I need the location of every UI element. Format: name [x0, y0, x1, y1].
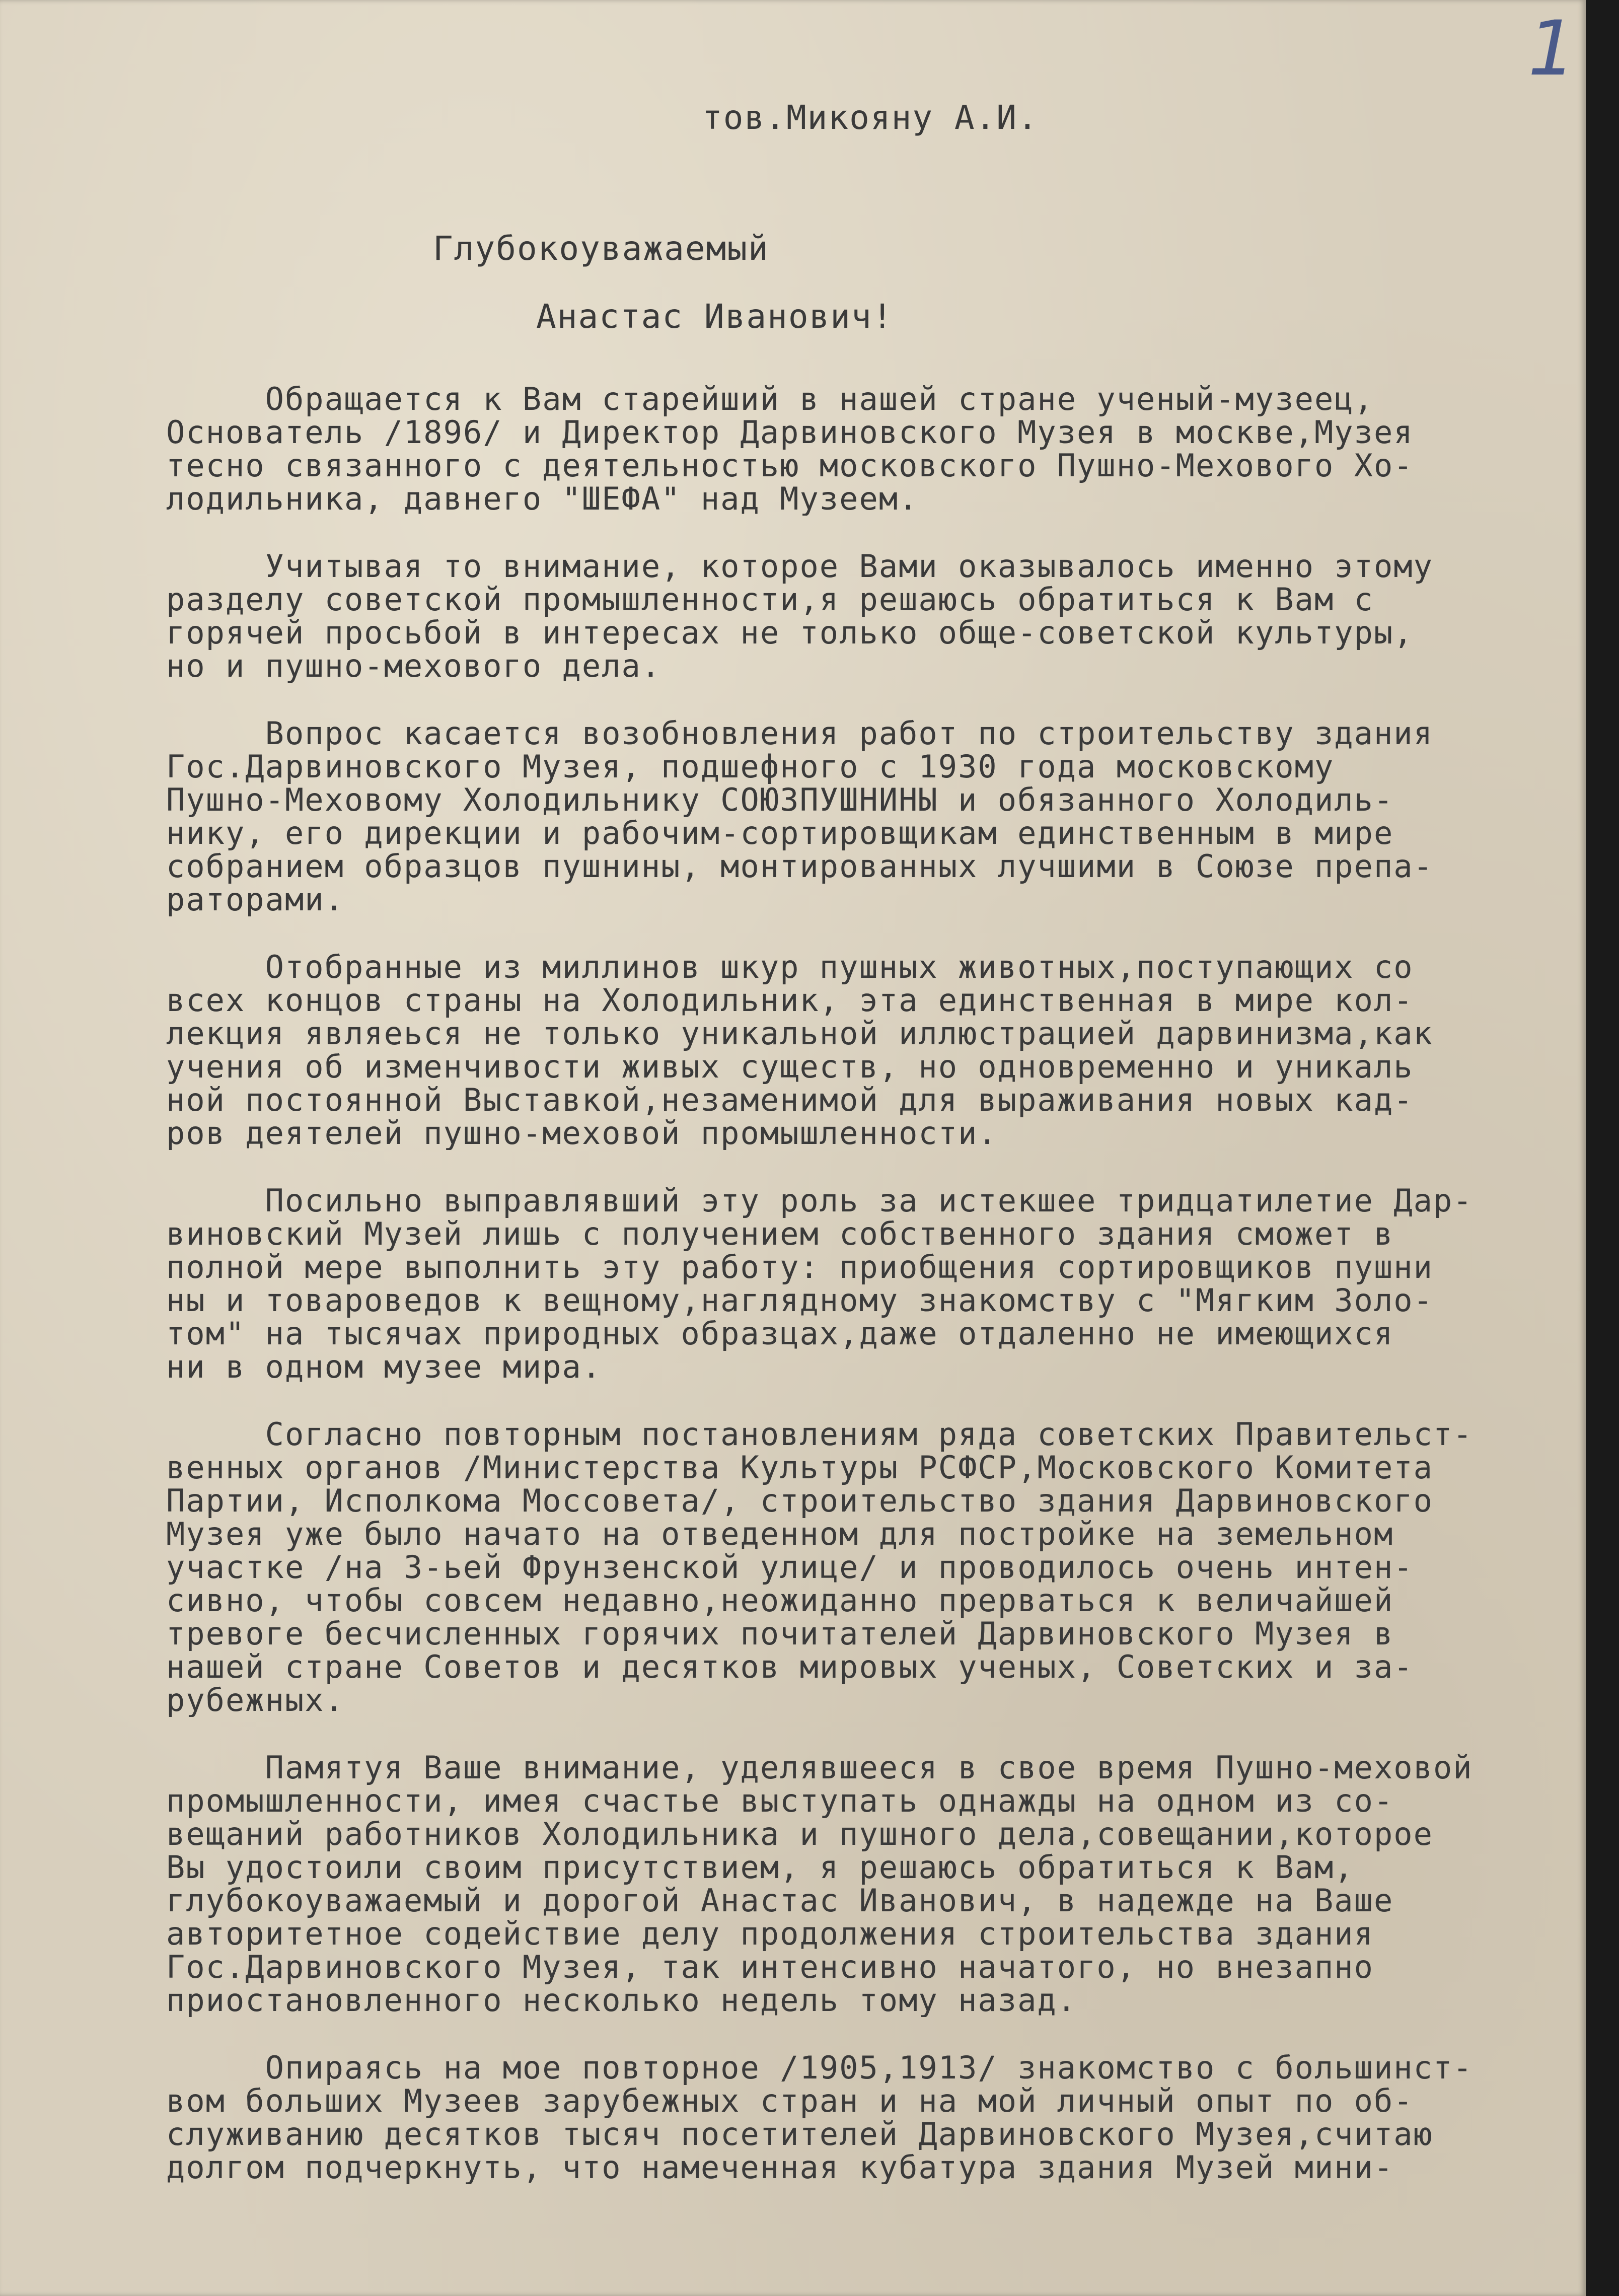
paragraph-6: Согласно повторным постановлениям ряда советских Правительст- венных органов /Министерства Культуры РСФСР,Московского Комитета Партии, Исполкома Моссовета/, строительство здания Дарвиновского Музея уже было начато на отведенном для постройке на земельном участке /на 3-ьей Фрунзенской улице/ и проводилось очень интен- сивно, чтобы совсем недавно,неожиданно прерваться к величайшей тревоге бесчисленных горячих почитателей Дарвиновского Музея в нашей стране Советов и десятков мировых ученых, Советских и за- рубежных. [166, 1418, 1473, 1717]
paragraph-3: Вопрос касается возобновления работ по строительству здания Гос.Дарвиновского Музея, подшефного с 1930 года московскому Пушно-Меховому Холодильнику СОЮЗПУШНИНЫ и обязанного Холодиль- нику, его дирекции и рабочим-сортировщикам единственным в мире собранием образцов пушнины, монтированных лучшими в Союзе препа- раторами. [166, 717, 1433, 916]
paragraph-8: Опираясь на мое повторное /1905,1913/ знакомство с большинст- вом больших Музеев зарубежных стран и на мой личный опыт по об- служиванию десятков тысяч посетителей Дарвиновского Музея,считаю долгом подчеркнуть, что намеченная кубатура здания Музей мини- [166, 2051, 1473, 2184]
paragraph-7: Памятуя Ваше внимание, уделявшееся в свое время Пушно-меховой промышленности, имея счастье выступать однажды на одном из со- вещаний работников Холодильника и пушного дела,совещании,которое Вы удостоили своим присутствием, я решаюсь обратиться к Вам, глубокоуважаемый и дорогой Анастас Иванович, в надежде на Ваше авторитетное содействие делу продолжения строительства здания Гос.Дарвиновского Музея, так интенсивно начатого, но внезапно приостановленного несколько недель тому назад. [166, 1751, 1473, 2017]
paragraph-2: Учитывая то внимание, которое Вами оказывалось именно этому разделу советской промышленности,я решаюсь обратиться к Вам с горячей просьбой в интересах не только обще-советской культуры, но и пушно-мехового дела. [166, 550, 1433, 683]
salutation-line-2: Анастас Иванович! [536, 297, 894, 336]
archive-page-number: 1 [1528, 5, 1576, 93]
salutation-line-1: Глубокоуважаемый [433, 229, 769, 268]
paragraph-5: Посильно выправлявший эту роль за истекшее тридцатилетие Дар- виновский Музей лишь с получением собственного здания сможет в полной мере выполнить эту работу: приобщения сортировщиков пушни ны и товароведов к вещному,наглядному знакомству с "Мягким Золо- том" на тысячах природных образцах,даже отдаленно не имеющихся ни в одном музее мира. [166, 1184, 1473, 1384]
paragraph-1: Обращается к Вам старейший в нашей стране ученый-музеец, Основатель /1896/ и Директор Дарвиновского Музея в москве,Музея тесно связанного с деятельностью московского Пушно-Мехового Хо- лодильника, давнего "ШЕФА" над Музеем. [166, 383, 1414, 516]
letter-body [166, 383, 1591, 2218]
addressee-line: тов.Микояну А.И. [702, 98, 1039, 137]
paragraph-4: Отобранные из миллинов шкур пушных животных,поступающих со всех концов страны на Холодильник, эта единственная в мире кол- лекция являеься не только уникальной иллюстрацией дарвинизма,как учения об изменчивости живых существ, но одновременно и уникаль ной постоянной Выставкой,незаменимой для выраживания новых кад- ров деятелей пушно-меховой промышленности. [166, 951, 1433, 1150]
